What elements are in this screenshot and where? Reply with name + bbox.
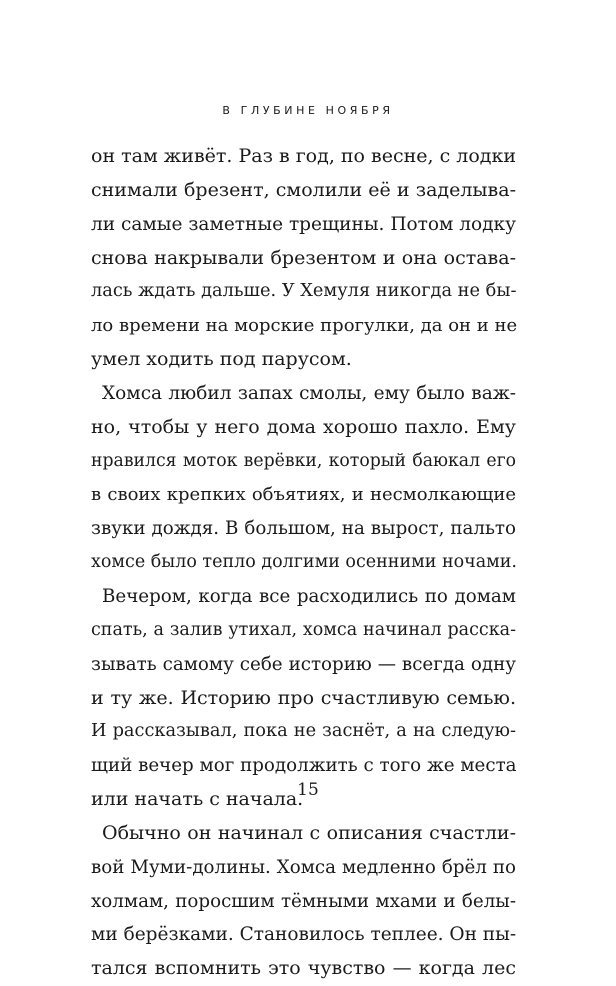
body-text [91,140,516,986]
page-number: 15 [297,780,319,800]
text-line: спать, а залив утихал, хомса начинал расска- [91,619,516,640]
text-line: лась ждать дальше. У Хемуля никогда не бы- [91,281,517,302]
text-line: снимали брезент, смолили её и заделыва- [91,178,516,201]
text-line: снова накрывали брезентом и она остава- [91,246,516,269]
text-line: в своих крепких объятиях, и несмолкающие [91,484,516,506]
text-line: хомсе было тепло долгими осенними ночами. [91,552,517,573]
text-line: звуки дождя. В большом, на вырост, пальто [91,518,516,540]
text-line: щий вечер мог продолжить с того же места [91,755,517,777]
text-line: тался вспомнить это чувство — когда лес [91,957,516,980]
text-line: нравился моток верёвки, который баюкал его [91,450,516,471]
text-line: вой Муми-долины. Хомса медленно брёл по [91,856,516,878]
text-line: Вечером, когда все расходились по домам [102,585,516,607]
text-line: ли самые заметные трещины. Потом лодку [91,213,516,235]
text-line: умел ходить под парусом. [91,348,352,371]
text-line: но, чтобы у него дома хорошо пахло. Ему [91,415,516,438]
text-line: он там живёт. Раз в год, по весне, с лодки [91,145,517,167]
text-line: Обычно он начинал с описания счастли- [102,821,516,844]
text-line: Хомса любил запах смолы, ему было важ- [102,382,516,404]
running-head: В ГЛУБИНЕ НОЯБРЯ [222,104,394,117]
text-line: зывать самому себе историю — всегда одну [91,653,516,675]
text-line: холмам, поросшим тёмными мхами и белы- [91,890,516,912]
text-line: ло времени на морские прогулки, да он и не [91,315,518,337]
text-line: или начать с начала. [91,788,304,811]
text-line: и ту же. Историю про счастливую семью. [91,686,516,709]
text-line: ми берёзками. Становилось теплее. Он пы- [91,924,517,946]
text-line: И рассказывал, пока не заснёт, а на следую- [91,721,516,742]
